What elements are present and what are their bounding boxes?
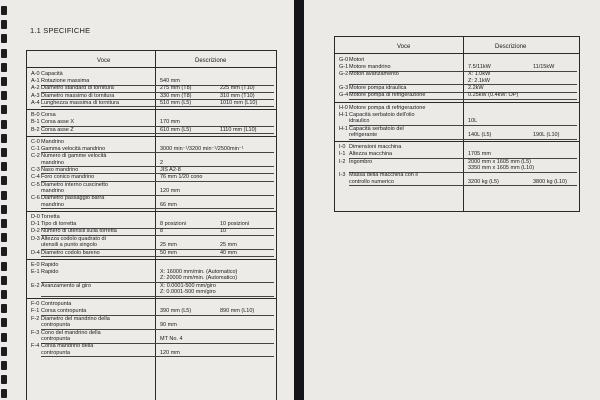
- row-item: Tipo di torretta: [41, 221, 77, 228]
- row-item-cont: mandrino: [41, 159, 64, 166]
- row-code: C-1: [31, 145, 40, 152]
- header-description: Descrizione: [195, 58, 227, 64]
- row-value: 2.2kW: [468, 85, 484, 92]
- row-item-cont: contropunta: [41, 322, 71, 329]
- row-value: 510 mm (L5): [160, 99, 192, 106]
- row-item: Avanzamento al giro: [41, 282, 92, 289]
- row-item-cont: mandrino: [41, 188, 64, 194]
- row-value: 1705 mm: [468, 151, 491, 158]
- row-code: I-2: [339, 158, 346, 165]
- row-code: A-3: [31, 92, 40, 99]
- row-item: Corsa asse Z: [41, 126, 74, 133]
- row-value: X: 0.0001-500 mm/giro: [160, 282, 216, 289]
- row-code: E-2: [31, 282, 40, 289]
- binder-hole: [1, 375, 7, 384]
- binder-hole: [1, 333, 7, 342]
- row-item-cont: idraulico: [349, 118, 370, 125]
- row-value-cont: Z: 2.1kW: [468, 77, 491, 84]
- binder-hole: [1, 162, 7, 171]
- binder-hole: [1, 262, 7, 271]
- row-value-alt: 1110 mm (L10): [220, 126, 257, 133]
- row-value: 540 mm: [160, 78, 180, 84]
- row-item: Foro conico mandrino: [41, 174, 95, 181]
- row-code: E-1: [31, 268, 40, 275]
- row-value-alt: 10 posizioni: [220, 221, 250, 228]
- row-item: Massa della macchina con il: [349, 172, 418, 179]
- row-value-alt: 225 mm (T10): [220, 85, 255, 92]
- row-item: Capacità serbatoio dell'olio: [349, 111, 415, 118]
- row-item: Naso mandrino: [41, 166, 79, 173]
- row-item: Motori avanzamento: [349, 71, 399, 78]
- row-value-alt: 11/15kW: [533, 64, 555, 70]
- row-value: 3200 kg (L5): [468, 178, 499, 185]
- group-divider: [27, 259, 276, 260]
- row-value: 140L (L5): [468, 132, 492, 138]
- row-value: 390 mm (L5): [160, 308, 192, 315]
- table-header: [335, 37, 579, 54]
- row-item: Diametro interno cuscinetto: [41, 181, 108, 188]
- row-code: B-0: [31, 112, 40, 119]
- row-item: Contropunta: [41, 301, 72, 308]
- row-item: Diametro codolo bareno: [41, 249, 100, 256]
- header-description: Descrizione: [495, 44, 527, 50]
- row-underline: [349, 139, 577, 140]
- binder-hole: [1, 290, 7, 299]
- row-value-cont: Z: 20000 mm/min. (Automatico): [160, 275, 238, 282]
- binder-hole: [1, 6, 7, 15]
- row-underline: [349, 158, 577, 159]
- binder-hole: [1, 219, 7, 228]
- binder-hole: [1, 120, 7, 129]
- row-value: 170 mm: [160, 119, 180, 126]
- row-item-cont: controllo numerico: [349, 178, 394, 185]
- binder-hole: [1, 318, 7, 327]
- row-code: F-2: [31, 315, 40, 322]
- column-divider: [155, 51, 156, 400]
- row-item: Corsa contropunta: [41, 308, 87, 315]
- row-code: C-5: [31, 181, 40, 188]
- binder-hole: [1, 233, 7, 242]
- row-code: I-0: [339, 144, 346, 151]
- row-value: 10L: [468, 118, 478, 125]
- row-value-alt: 310 mm (T10): [220, 92, 255, 99]
- row-underline: [41, 133, 274, 134]
- row-value: 0.25kW (0.4kW: OP): [468, 92, 519, 99]
- spec-table-right: [334, 36, 580, 212]
- row-value-alt: 1010 mm (L10): [220, 99, 258, 106]
- row-value: 8 posizioni: [160, 221, 186, 228]
- row-item: Motori: [349, 57, 365, 63]
- binder-hole: [1, 247, 7, 256]
- row-code: H-1: [339, 125, 348, 132]
- row-code: A-1: [31, 78, 40, 84]
- row-value: JIS A2-8: [160, 166, 181, 173]
- binder-hole: [1, 49, 7, 58]
- row-item: Capacità serbatoio del: [349, 125, 404, 132]
- row-value-alt: 190L (L10): [533, 132, 560, 138]
- row-value-alt: 890 mm (L10): [220, 308, 255, 315]
- row-item: Motore pompa di refrigerazione: [349, 104, 426, 111]
- header-item: Voce: [397, 44, 411, 50]
- row-value: 2: [160, 159, 164, 166]
- binder-holes: [0, 0, 9, 400]
- row-value: 8: [160, 228, 164, 235]
- row-item: Rapido: [41, 261, 59, 268]
- binder-hole: [1, 304, 7, 313]
- row-value-alt: 40 mm: [220, 249, 237, 256]
- binder-hole: [1, 91, 7, 100]
- binder-hole: [1, 389, 7, 398]
- row-underline: [41, 256, 274, 257]
- row-value: 7.5/11kW: [468, 64, 491, 70]
- row-underline: [41, 296, 274, 297]
- row-code: H-1: [339, 111, 348, 118]
- row-code: D-2: [31, 228, 40, 235]
- row-item-cont: mandrino: [41, 201, 64, 208]
- spec-table-left: [26, 50, 277, 400]
- binder-hole: [1, 105, 7, 114]
- row-code: B-2: [31, 126, 40, 133]
- row-code: B-1: [31, 119, 40, 126]
- row-value: 120 mm: [160, 349, 180, 356]
- row-value: 90 mm: [160, 322, 177, 329]
- row-code: A-2: [31, 85, 40, 92]
- binder-hole: [1, 134, 7, 143]
- row-item: Mandrino: [41, 138, 64, 145]
- row-item: Motore mandrino: [349, 64, 391, 70]
- row-code: F-1: [31, 308, 40, 315]
- row-code: E-0: [31, 261, 40, 268]
- row-item: Rapido: [41, 268, 59, 275]
- row-item: Diametro del mandrino della: [41, 315, 110, 322]
- row-code: D-1: [31, 221, 40, 228]
- row-code: D-4: [31, 249, 40, 256]
- table-header: [27, 51, 276, 68]
- row-code: C-3: [31, 166, 40, 173]
- row-item: Ingombro: [349, 158, 373, 165]
- row-value: 330 mm (T8): [160, 92, 192, 99]
- row-code: A-4: [31, 99, 40, 106]
- binder-hole: [1, 77, 7, 86]
- row-item: Corsa: [41, 112, 56, 119]
- binder-spine: [294, 0, 304, 400]
- row-item: Motore pompa di refrigerazione: [349, 92, 426, 99]
- row-underline: [349, 99, 577, 100]
- row-code: H-0: [339, 104, 348, 111]
- row-item-cont: refrigerante: [349, 132, 378, 138]
- row-value: MT No. 4: [160, 336, 183, 342]
- row-value: 2000 mm x 1605 mm (L5): [468, 158, 531, 165]
- row-item-cont: utensili a punto singolo: [41, 242, 97, 249]
- row-item-cont: contropunta: [41, 336, 71, 342]
- row-code: G-4: [339, 92, 349, 99]
- group-divider: [27, 136, 276, 137]
- row-code: G-1: [339, 64, 349, 70]
- row-underline: [41, 208, 274, 209]
- row-underline: [41, 106, 274, 107]
- row-code: D-0: [31, 214, 40, 221]
- section-title: 1.1 SPECIFICHE: [30, 26, 91, 35]
- binder-hole: [1, 20, 7, 29]
- row-item: Numero di gamme velocità: [41, 153, 107, 160]
- row-underline: [349, 185, 577, 186]
- row-item: Dimensioni macchina: [349, 144, 402, 151]
- spec-page-right: [304, 0, 600, 400]
- row-code: F-4: [31, 343, 40, 350]
- row-value-cont: Z: 0.0001-500 mm/giro: [160, 289, 216, 296]
- row-value: 76 mm 1/20 cono: [160, 174, 203, 181]
- row-code: D-3: [31, 235, 40, 242]
- row-value-cont: 3350 mm x 1605 mm (L10): [468, 165, 535, 172]
- binder-hole: [1, 176, 7, 185]
- row-item: Altezza codolo quadrato di: [41, 235, 106, 242]
- row-item: Diametro passaggio barra: [41, 195, 105, 202]
- row-value: 120 mm: [160, 188, 180, 194]
- row-code: F-0: [31, 301, 40, 308]
- binder-hole: [1, 63, 7, 72]
- row-item: Altezza macchina: [349, 151, 393, 158]
- row-code: C-0: [31, 138, 40, 145]
- row-value-alt: 3800 kg (L10): [533, 178, 567, 185]
- group-divider: [27, 109, 276, 110]
- row-item: Numero di utensili sulla torretta: [41, 228, 117, 235]
- row-item: Lunghezza massima di tornitura: [41, 99, 119, 106]
- group-divider: [27, 298, 276, 299]
- row-item: Torretta: [41, 214, 60, 221]
- row-code: G-0: [339, 57, 349, 63]
- row-item: Gamma velocità mandrino: [41, 145, 106, 152]
- row-item: Corsa mandrino della: [41, 343, 94, 350]
- row-item: Cono del mandrino della: [41, 329, 101, 336]
- row-value: 25 mm: [160, 242, 177, 249]
- row-item: Rotazione massima: [41, 78, 90, 84]
- group-divider: [335, 141, 579, 142]
- row-code: G-2: [339, 71, 349, 78]
- spec-page-left: [0, 0, 294, 400]
- header-item: Voce: [97, 58, 111, 64]
- row-code: I-1: [339, 151, 346, 158]
- row-value: 3000 min⁻¹/3200 min⁻¹/2500min⁻¹: [160, 145, 244, 152]
- row-item: Diametro massimo di tornitura: [41, 92, 115, 99]
- row-value-alt: 10: [220, 228, 227, 235]
- row-item: Corsa asse X: [41, 119, 75, 126]
- group-divider: [27, 211, 276, 212]
- row-value: X: 16000 mm/min. (Automatico): [160, 268, 238, 275]
- binder-hole: [1, 361, 7, 370]
- row-code: C-4: [31, 174, 40, 181]
- row-underline: [41, 356, 274, 357]
- row-value: X: 1.0kW: [468, 71, 491, 78]
- row-item: Capacità: [41, 71, 63, 77]
- binder-hole: [1, 148, 7, 157]
- row-code: I-3: [339, 172, 346, 179]
- row-code: C-2: [31, 153, 40, 160]
- row-code: A-0: [31, 71, 40, 77]
- row-code: F-3: [31, 329, 40, 336]
- row-code: C-6: [31, 195, 40, 202]
- binder-hole: [1, 347, 7, 356]
- row-item: Motore pompa idraulica: [349, 85, 407, 92]
- row-value: 610 mm (L5): [160, 126, 192, 133]
- binder-hole: [1, 205, 7, 214]
- row-value: 50 mm: [160, 249, 177, 256]
- row-code: G-3: [339, 85, 349, 92]
- group-divider: [335, 102, 579, 103]
- binder-hole: [1, 276, 7, 285]
- row-value-alt: 25 mm: [220, 242, 237, 249]
- row-value: 66 mm: [160, 201, 177, 208]
- binder-hole: [1, 191, 7, 200]
- row-item-cont: contropunta: [41, 349, 71, 356]
- binder-hole: [1, 34, 7, 43]
- row-item: Diametro standard di tornitura: [41, 85, 114, 92]
- row-value: 275 mm (T8): [160, 85, 192, 92]
